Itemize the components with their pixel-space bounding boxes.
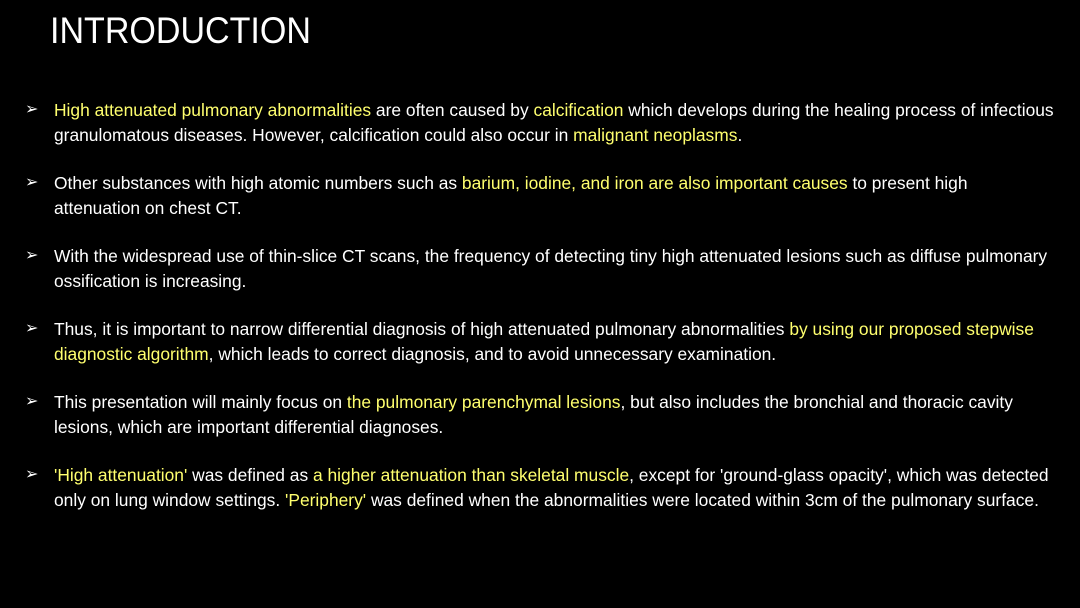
bullet-text [54, 390, 1054, 439]
body-text: Thus, it is important to narrow differential diagnosis of high attenuated pulmonary abnormalities [54, 319, 790, 339]
body-text: was defined as [187, 465, 313, 485]
bullet-text [54, 171, 1054, 220]
highlight-text: the pulmonary parenchymal lesions [346, 392, 621, 412]
highlight-text: calcification [533, 100, 624, 120]
body-text: to present high attenuation on chest CT. [54, 173, 968, 218]
highlight-text: 'High attenuation' [54, 465, 188, 485]
body-text: This presentation will mainly focus on [54, 392, 347, 412]
bullet-arrow-icon: ➢ [25, 320, 39, 337]
highlight-text: 'Periphery' [285, 489, 367, 510]
body-text: , but also includes the bronchial and thoracic cavity lesions, which are important differential diagnoses. [54, 392, 1013, 437]
body-text: was defined when the abnormalities were located within 3cm of the pulmonary surface. [366, 489, 1039, 510]
bullet-arrow-icon: ➢ [25, 393, 39, 410]
bullet-arrow-icon: ➢ [25, 174, 39, 191]
bullet-text [54, 244, 1054, 293]
body-text: are often caused by [371, 100, 534, 120]
body-text: , except for 'ground-glass opacity', which was detected only on lung window settings. [54, 465, 1049, 510]
highlight-text: by using our proposed stepwise diagnostic algorithm [54, 319, 1034, 364]
bullet-arrow-icon: ➢ [25, 247, 39, 264]
body-text: which develops during the healing process of infectious granulomatous diseases. However, calcification could also occur in [54, 100, 1054, 145]
bullet-text [54, 317, 1054, 366]
body-text: , which leads to correct diagnosis, and to avoid unnecessary examination. [208, 343, 777, 364]
highlight-text: High attenuated pulmonary abnormalities [54, 100, 372, 120]
highlight-text: a higher attenuation than skeletal muscle [313, 465, 630, 485]
bullet-text [54, 98, 1054, 147]
highlight-text: malignant neoplasms [573, 124, 738, 145]
bullet-text [54, 463, 1054, 512]
bullet-arrow-icon: ➢ [25, 466, 39, 483]
body-text: . [737, 124, 743, 145]
bullet-arrow-icon: ➢ [25, 101, 39, 118]
slide-title: INTRODUCTION [50, 10, 311, 51]
highlight-text: barium, iodine, and iron are also important causes [461, 173, 848, 193]
body-text: Other substances with high atomic numbers such as [54, 173, 462, 193]
body-text: With the widespread use of thin-slice CT scans, the frequency of detecting tiny high attenuated lesions such as diffuse pulmonary ossification is increasing. [54, 246, 1048, 291]
